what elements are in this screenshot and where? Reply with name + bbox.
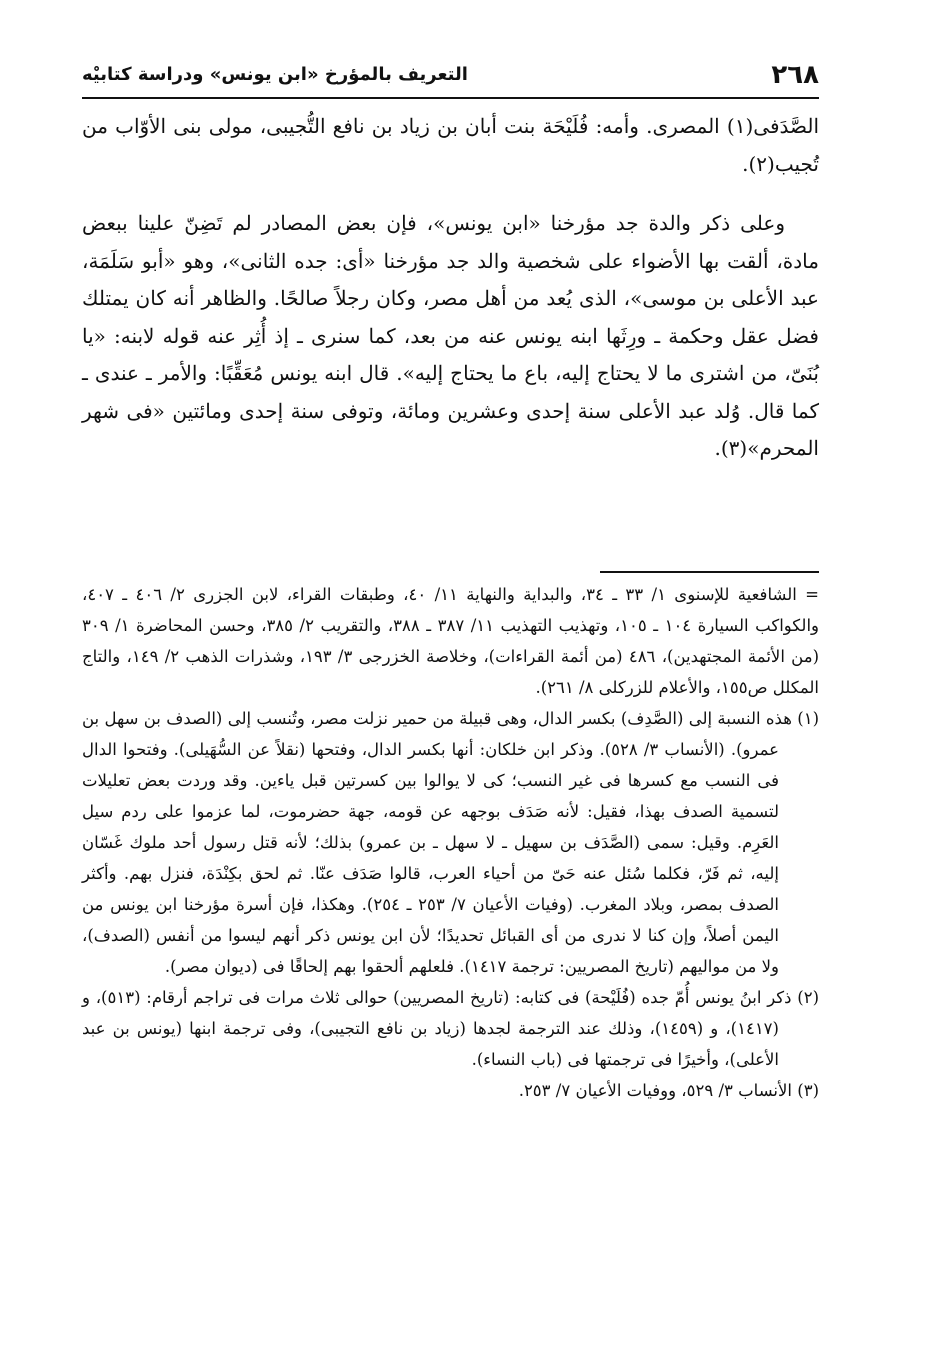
page-number: ٢٦٨ <box>771 60 819 90</box>
footnote-rule <box>600 571 819 573</box>
page-header <box>82 58 819 94</box>
footnote-continuation: = الشافعية للإسنوى ١/ ٣٣ ـ ٣٤، والبداية والنهاية ١١/ ٤٠، وطبقات القراء، لابن الجزرى ٢/ ٤٠٦ ـ ٤٠٧، والكواكب السيارة ١٠٤ ـ ١٠٥، وتهذيب التهذيب ١١/ ٣٨٧ ـ ٣٨٨، والتقريب ٢/ ٣٨٥، وحسن المحاضرة ١/ ٣٠٩ (من الأئمة المجتهدين)، ٤٨٦ (من أئمة القراءات)، وخلاصة الخزرجى ٣/ ١٩٣، وشذرات الذهب ٢/ ١٤٩، والتاج المكلل ص١٥٥، والأعلام للزركلى ٨/ ٢٦١). <box>82 585 820 697</box>
footnote-2: (٢) ذكر ابنُ يونس أُمّ جده (فُلَيْحة) فى كتابه: (تاريخ المصريين) حوالى ثلاث مرات فى تراجم أرقام: (٥١٣)، و (١٤١٧)، و (١٤٥٩)، وذلك عند الترجمة لجدها (زياد بن نافع التجيبى)، وفى ترجمة ابنها (يونس بن عبد الأعلى)، وأخيرًا فى ترجمتها فى (باب النساء). <box>82 988 819 1069</box>
header-rule <box>82 97 819 99</box>
footnote-3: (٣) الأنساب ٣/ ٥٢٩، ووفيات الأعيان ٧/ ٢٥٣. <box>518 1081 819 1100</box>
footnote-1: (١) هذه النسبة إلى (الصَّدِف) بكسر الدال، وهى قبيلة من حمير نزلت مصر، وتُنسب إلى (الصدف بن سهل بن عمرو). (الأنساب ٣/ ٥٢٨). وذكر ابن خلكان: أنها بكسر الدال، وفتحها (نقلاً عن السُّهَيلى). وفتحوا الدال فى النسب مع كسرها فى غير النسب؛ كى لا يوالوا بين كسرتين قبل ياءين. وقد وردت بعض تعليلات لتسمية الصدف بهذا، فقيل: لأنه صَدَف بوجهه عن قومه، جهة حضرموت، لما عزموا على ردم سيل العَرِم. وقيل: سمى (الصَّدَف بن سهيل ـ لا سهل ـ بن عمرو) بذلك؛ لأنه قتل رسول أحد ملوك غَسّان إليه، ثم فَرّ، فكلما سُئل عنه حَىّ من أحياء العرب، قالوا صَدَف عنّا. ثم لحق بكِنْدَة، فنزل بهم. وأكثر الصدف بمصر، وبلاد المغرب. (وفيات الأعيان ٧/ ٢٥٣ ـ ٢٥٤). وهكذا، فإن أسرة مؤرخنا ابن يونس من اليمن أصلاً، وإن كنا لا ندرى من أى القبائل تحديدًا؛ لأن ابن يونس ذكر أنهم ليسوا من أنفس (الصدف)، ولا من مواليهم (تاريخ المصريين: ترجمة ١٤١٧). فلعلهم ألحقوا بهم إلحاقًا فى (ديوان مصر). <box>82 709 819 976</box>
footnotes <box>82 579 819 1106</box>
main-text <box>82 108 819 468</box>
paragraph-1: الصَّدَفى(١) المصرى. وأمه: فُلَيْحَة بنت أبان بن زياد بن نافع التُّجيبى، مولى بنى الأوّاب من تُجيب(٢). <box>82 114 819 176</box>
paragraph-2: وعلى ذكر والدة جد مؤرخنا «ابن يونس»، فإن بعض المصادر لم تَضِنّ علينا ببعض مادة، ألقت بها الأضواء على شخصية والد جد مؤرخنا «أى: جده الثانى»، وهو «أبو سَلَمَة، عبد الأعلى بن موسى»، الذى يُعد من أهل مصر، وكان رجلاً صالحًا. والظاهر أنه كان يمتلك فضل عقل وحكمة ـ ورِثَها ابنه يونس عنه من بعد، كما سنرى ـ إذ أُثِر عنه قوله لابنه: «يا بُنَىّ، من اشترى ما لا يحتاج إليه، باع ما يحتاج إليه». قال ابنه يونس مُعَقِّبًا: والأمر ـ عندى ـ كما قال. وُلد عبد الأعلى سنة إحدى وعشرين ومائة، وتوفى سنة إحدى ومائتين «فى شهر المحرم»(٣). <box>82 211 819 460</box>
running-title: التعريف بالمؤرخ «ابن يونس» ودراسة كتابيْه <box>82 64 468 85</box>
